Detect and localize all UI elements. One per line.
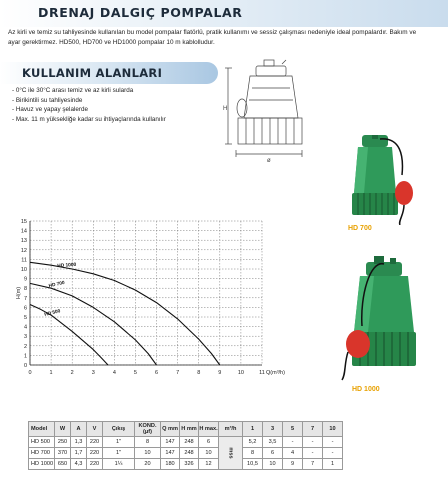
table-cell: - [303,437,323,448]
performance-chart [0,215,290,375]
usage-item: - Havuz ve yapay şelalerde [12,105,166,115]
table-cell: - [303,448,323,459]
usage-list [12,86,166,124]
y-tick-label: 4 [23,324,27,331]
y-tick-label: 5 [23,315,27,321]
table-cell: 1 [323,459,343,470]
series-line [30,305,108,366]
y-tick-label: 13 [20,238,27,245]
x-tick-label: 8 [197,370,201,375]
y-tick-label: 8 [23,286,27,293]
spec-table [28,421,343,470]
y-tick-label: 12 [20,247,27,254]
y-tick-label: 9 [23,276,27,283]
table-row [29,448,343,459]
table-cell: 326 [180,459,199,470]
x-axis-label: Q(m³/h) [266,370,285,375]
col-header: KOND. (μf) [135,422,161,437]
pump-image-hd1000 [340,256,428,382]
table-row [29,459,343,470]
y-tick-label: 10 [20,267,27,273]
x-tick-label: 7 [176,370,180,375]
x-tick-label: 11 [259,370,265,375]
col-header: H max. [199,422,219,437]
series-label: HD 500 [44,309,62,318]
table-cell: 10 [199,448,219,459]
table-row [29,437,343,448]
diameter-mark: ø [267,158,271,164]
model-label-hd700: HD 700 [348,225,372,232]
table-cell: 20 [135,459,161,470]
col-header: V [87,422,103,437]
table-cell: 10 [135,448,161,459]
table-cell: HD 1000 [29,459,55,470]
y-tick-label: 7 [23,295,27,302]
table-cell: 220 [87,437,103,448]
technical-drawing [222,58,310,168]
col-header: W [55,422,71,437]
y-tick-label: 2 [23,343,27,350]
series-label: HD 1000 [57,262,77,270]
y-tick-label: 15 [20,219,27,225]
x-tick-label: 3 [91,370,95,375]
table-cell: 12 [199,459,219,470]
y-tick-label: 0 [23,363,27,369]
page-title: DRENAJ DALGIÇ POMPALAR [38,5,243,20]
x-tick-label: 0 [28,370,32,375]
table-cell: 8 [243,448,263,459]
model-label-hd1000: HD 1000 [352,386,380,393]
col-header: 5 [283,422,303,437]
table-cell: 180 [161,459,180,470]
pump-image-hd700 [340,135,420,225]
table-cell: 9 [283,459,303,470]
y-tick-label: 11 [21,257,27,264]
col-header: 10 [323,422,343,437]
col-header: A [71,422,87,437]
usage-item: - Max. 11 m yüksekliğe kadar su ihtiyaçlarında kullanılır [12,115,166,125]
table-cell: - [323,437,343,448]
table-cell: 1,3 [71,437,87,448]
height-mark: H [223,106,228,112]
unit-label: mss [227,447,234,459]
section-title: KULLANIM ALANLARI [22,66,163,80]
col-header: m³/h [219,422,243,437]
table-cell: 8 [135,437,161,448]
table-cell: 248 [180,437,199,448]
table-cell: HD 700 [29,448,55,459]
table-cell: 248 [180,448,199,459]
table-cell: 5,2 [243,437,263,448]
x-tick-label: 4 [112,370,116,375]
y-tick-label: 1 [23,353,27,360]
col-header: 7 [303,422,323,437]
usage-item: - Birikintili su tahliyesinde [12,96,166,106]
x-tick-label: 10 [237,370,244,375]
table-cell: 220 [87,459,103,470]
x-tick-label: 2 [70,370,74,375]
y-tick-label: 3 [23,334,27,341]
table-cell: 1" [103,437,135,448]
x-tick-label: 6 [155,370,159,375]
intro-text: Az kirli ve temiz su tahliyesinde kullanılan bu model pompalar flatörlü, pratik kullanımı ve sessiz çalışması nedeniyle ideal pompalardır. Bakım ve ayar gerektirmez. HD500, HD700 ve HD1000 pompalar 10 m kablolludur. [8,29,417,46]
col-header: Model [29,422,55,437]
col-header: 3 [263,422,283,437]
table-cell: - [283,437,303,448]
series-label: HD 700 [48,280,66,290]
x-tick-label: 9 [218,370,222,375]
table-cell: 6 [263,448,283,459]
x-tick-label: 5 [133,370,137,375]
table-cell: 10 [263,459,283,470]
table-cell: 650 [55,459,71,470]
table-cell: 3,5 [263,437,283,448]
usage-item: - 0°C ile 30°C arası temiz ve az kirli sularda [12,86,166,96]
table-cell: 147 [161,448,180,459]
table-cell: 1,7 [71,448,87,459]
table-cell: 4 [283,448,303,459]
unit-cell [219,437,243,470]
table-cell: 6 [199,437,219,448]
col-header: H mm [180,422,199,437]
y-axis-label: H(m) [16,286,22,300]
table-cell: HD 500 [29,437,55,448]
table-cell: 7 [303,459,323,470]
col-header: Çıkış [103,422,135,437]
table-cell: 10,5 [243,459,263,470]
col-header: Q mm [161,422,180,437]
x-tick-label: 1 [49,370,53,375]
table-cell: 1" [103,448,135,459]
table-cell: 4,3 [71,459,87,470]
table-cell: 250 [55,437,71,448]
y-tick-label: 6 [23,305,27,312]
table-cell: 220 [87,448,103,459]
table-cell: 1¼ [103,459,135,470]
table-cell: 147 [161,437,180,448]
y-tick-label: 14 [20,228,27,235]
table-cell: 370 [55,448,71,459]
col-header: 1 [243,422,263,437]
table-cell: - [323,448,343,459]
